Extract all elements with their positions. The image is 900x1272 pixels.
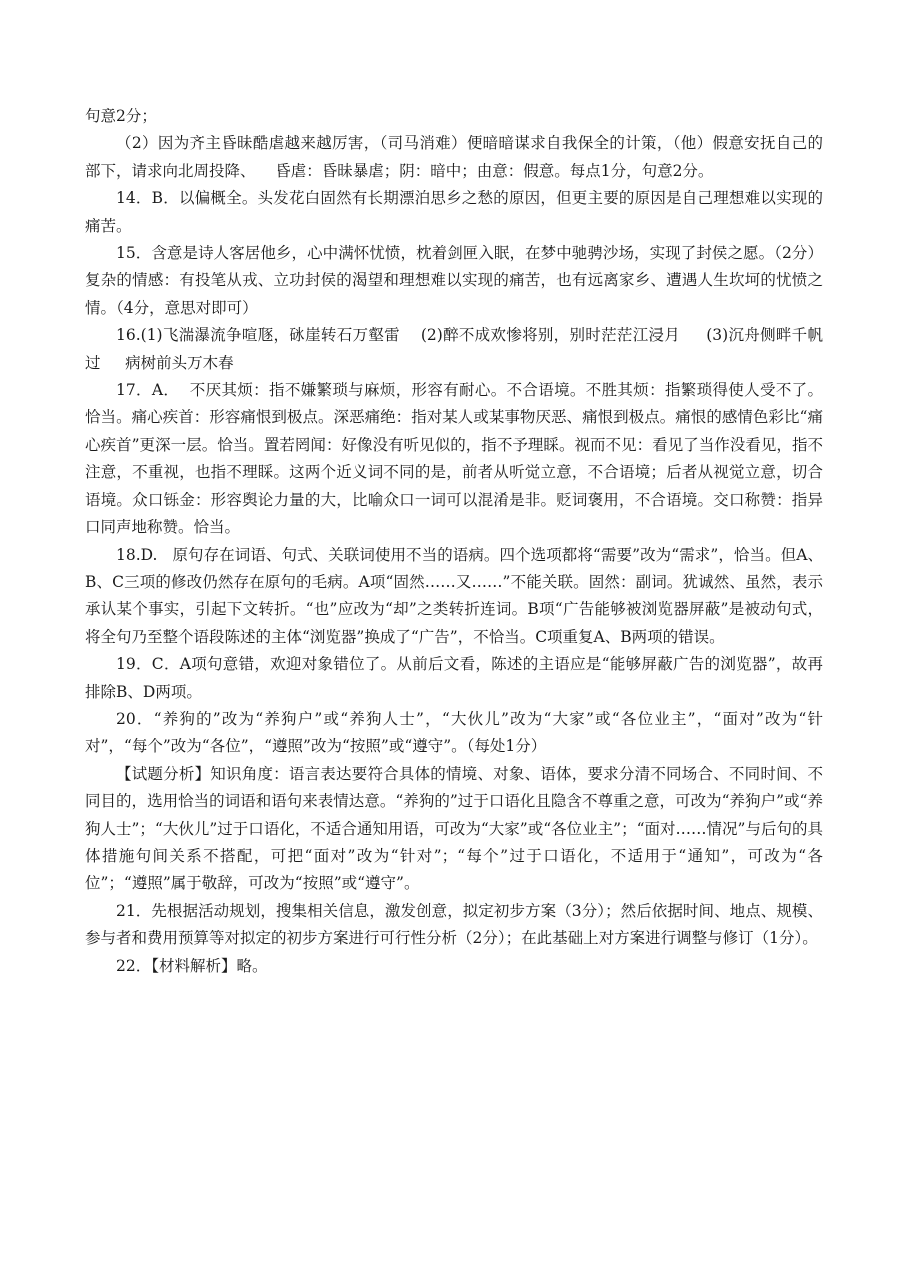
paragraph-answer-18: 18.D. 原句存在词语、句式、关联词使用不当的语病。四个选项都将“需要”改为“需求”，恰当。但A、B、C三项的修改仍然存在原句的毛病。A项“固然……又……”不能关联。固然：副词。犹诚然、虽然，表示承认某个事实，引起下文转折。“也”应改为“却”之类转折连词。B项“广告能够被浏览器屏蔽”是被动句式，将全句乃至整个语段陈述的主体“浏览器”换成了“广告”，不恰当。C项重复A、B两项的错误。 [85, 545, 823, 646]
paragraph-answer-19: 19．C．A项句意错，欢迎对象错位了。从前后文看，陈述的主语应是“能够屏蔽广告的浏览器”，故再排除B、D两项。 [85, 655, 823, 701]
paragraph-answer-20: 20．“养狗的”改为“养狗户”或“养狗人士”，“大伙儿”改为“大家”或“各位业主”，“面对”改为“针对”，“每个”改为“各位”，“遵照”改为“按照”或“遵守”。（每处1分） [85, 709, 823, 756]
document-page [85, 103, 823, 980]
paragraph-answer-21: 21．先根据活动规划，搜集相关信息，激发创意，拟定初步方案（3分）；然后依据时间、地点、规模、参与者和费用预算等对拟定的初步方案进行可行性分析（2分）；在此基础上对方案进行调整与修订（1分）。 [85, 901, 823, 948]
paragraph-sentence-score: 句意2分； [85, 107, 157, 125]
paragraph-translation-2: （2）因为齐主昏昧酷虐越来越厉害，（司马消难）便暗暗谋求自我保全的计策，（他）假意安抚自己的部下，请求向北周投降、 昏虐：昏昧暴虐；阴：暗中；由意：假意。每点1分，句意2分。 [85, 134, 823, 180]
paragraph-analysis-20: 【试题分析】知识角度：语言表达要符合具体的情境、对象、语体，要求分清不同场合、不同时间、不同目的，选用恰当的词语和语句来表情达意。“养狗的”过于口语化且隐含不尊重之意，可改为“养狗户”或“养狗人士”；“大伙儿”过于口语化，不适合通知用语，可改为“大家”或“各位业主”；“面对……情况”与后句的具体措施句间关系不搭配，可把“面对”改为“针对”；“每个”过于口语化，不适用于“通知”，可改为“各位”；“遵照”属于敬辞，可改为“按照”或“遵守”。 [85, 764, 823, 893]
paragraph-answer-17: 17．A． 不厌其烦：指不嫌繁琐与麻烦，形容有耐心。不合语境。不胜其烦：指繁琐得使人受不了。恰当。痛心疾首：形容痛恨到极点。深恶痛绝：指对某人或某事物厌恶、痛恨到极点。痛恨的感情色彩比“痛心疾首”更深一层。恰当。置若罔闻：好像没有听见似的，指不予理睬。视而不见：看见了当作没看见，指不注意，不重视，也指不理睬。这两个近义词不同的是，前者从听觉立意，不合语境；后者从视觉立意，切合语境。众口铄金：形容舆论力量的大，比喻众口一词可以混淆是非。贬词褒用，不合语境。交口称赞：指异口同声地称赞。恰当。 [85, 381, 823, 537]
paragraph-answer-22: 22．【材料解析】略。 [116, 956, 268, 975]
paragraph-answer-16: 16.(1)飞湍瀑流争喧豗，砯崖转石万壑雷 (2)醉不成欢惨将别，别时茫茫江浸月 (3)沉舟侧畔千帆过 病树前头万木春 [85, 326, 823, 372]
paragraph-answer-15: 15．含意是诗人客居他乡，心中满怀忧愤，枕着剑匣入眠，在梦中驰骋沙场，实现了封侯之愿。（2分）复杂的情感：有投笔从戎、立功封侯的渴望和理想难以实现的痛苦，也有远离家乡、遭遇人生坎坷的忧愤之情。（4分，意思对即可） [85, 244, 823, 317]
paragraph-answer-14: 14．B．以偏概全。头发花白固然有长期漂泊思乡之愁的原因，但更主要的原因是自己理想难以实现的痛苦。 [85, 189, 823, 235]
